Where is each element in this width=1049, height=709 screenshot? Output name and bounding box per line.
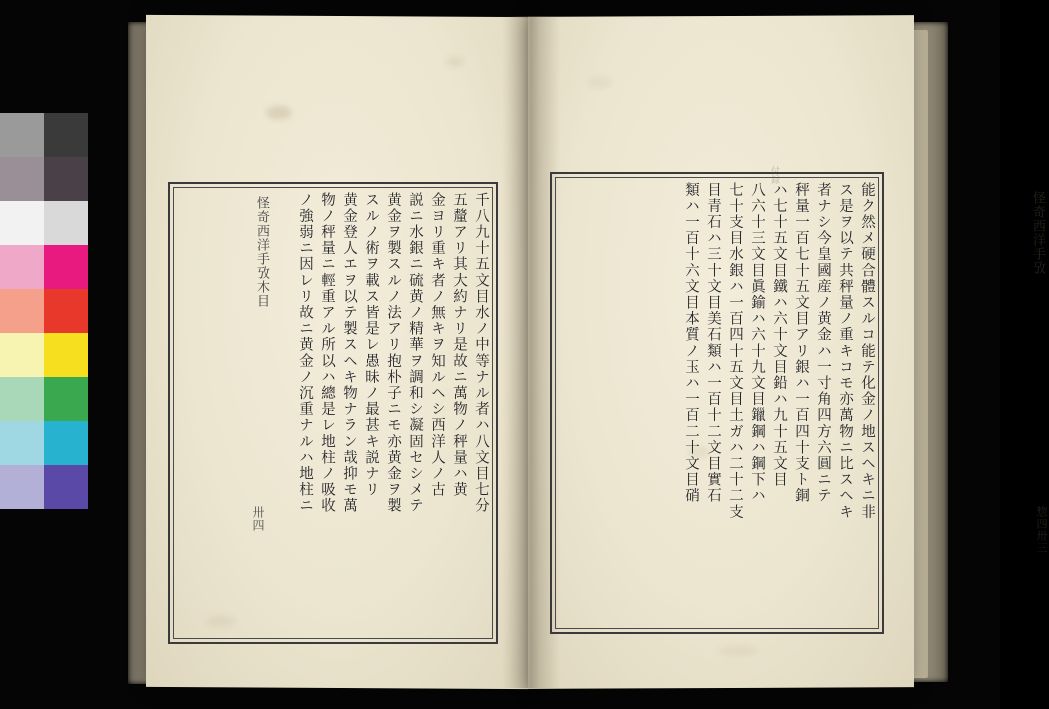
foot-mark-left: 卅四 xyxy=(251,506,265,532)
text-column: ノ強弱ニ因レリ故ニ黄金ノ沉重ナルハ地柱ニ xyxy=(297,192,313,514)
text-column: 金ヨリ重キ者ノ無キヲ知ルヘシ西洋人ノ古 xyxy=(429,192,445,498)
text-column: ス是ヲ以テ共秤量ノ重キコモ亦萬物ニ比スヘキ xyxy=(837,182,853,521)
text-column: 黄金ヲ製スルノ法アリ抱朴子ニモ亦黄金ヲ製 xyxy=(385,192,401,514)
text-column: 千八九十五文目水ノ中等ナル者ハ八文目七分 xyxy=(473,192,489,514)
color-swatch xyxy=(44,201,88,245)
text-column: 能ク然メ硬合體スルコ能テ化金ノ地スヘキニ非 xyxy=(859,182,875,521)
text-columns-left xyxy=(178,192,488,634)
text-frame-right xyxy=(550,172,884,634)
text-column: 秤量一百七十五文目アリ銀ハ一百四十支ト銅 xyxy=(793,182,809,504)
edge-foot-right: 惣四卅三 xyxy=(1035,506,1048,554)
color-swatch xyxy=(44,377,88,421)
color-swatch xyxy=(0,421,44,465)
color-swatch xyxy=(0,157,44,201)
color-swatch xyxy=(0,201,44,245)
text-column: ハ七十五文目鐵ハ六十文目鉛ハ九十五文目 xyxy=(771,182,787,488)
color-swatch xyxy=(0,465,44,509)
text-column: 説ニ水銀ニ硫黄ノ精華ヲ調和シ凝固セシメテ xyxy=(407,192,423,514)
color-swatch xyxy=(0,377,44,421)
color-swatch xyxy=(44,289,88,333)
text-column: 目青石ハ三十文目美石類ハ一百十二文目實石 xyxy=(705,182,721,504)
color-swatch xyxy=(44,245,88,289)
color-swatch xyxy=(0,113,44,157)
text-column: 五釐アリ其大約ナリ是故ニ萬物ノ秤量ハ黄 xyxy=(451,192,467,498)
head-note-right: 付録 xyxy=(769,166,779,184)
title-slip-left: 怪奇西洋手攷木目 xyxy=(254,196,269,308)
color-swatch xyxy=(0,333,44,377)
text-column: 者ナシ今皇國産ノ黄金ハ一寸角四方六圓ニテ xyxy=(815,182,831,504)
edge-title-right: 怪奇西洋手攷 xyxy=(1030,191,1045,275)
text-column: 物ノ秤量ニ輕重アル所以ハ總是レ地柱ノ吸收 xyxy=(319,192,335,514)
color-swatch xyxy=(44,421,88,465)
color-swatch xyxy=(0,245,44,289)
color-swatch xyxy=(44,113,88,157)
open-book xyxy=(128,16,1048,696)
color-swatch xyxy=(44,465,88,509)
text-column: 黄金登人エヲ以テ製スヘキ物ナラン哉抑モ萬 xyxy=(341,192,357,514)
text-frame-left xyxy=(168,182,498,644)
text-column: 類ハ一百十六文目本質ノ玉ハ一百二十文目硝 xyxy=(683,182,699,504)
color-calibration-target xyxy=(0,113,88,597)
color-swatch xyxy=(44,157,88,201)
color-swatch xyxy=(44,333,88,377)
text-column: スルノ術ヲ載ス皆是レ愚昧ノ最甚キ説ナリ xyxy=(363,192,379,498)
color-swatch xyxy=(0,289,44,333)
text-column: 七十支目水銀ハ一百四十五文目土ガハ二十二支 xyxy=(727,182,743,521)
text-column: 八六十三文目眞鍮ハ六十九文目鑞鋼ハ鋼下ハ xyxy=(749,182,765,504)
text-columns-right xyxy=(560,182,874,624)
